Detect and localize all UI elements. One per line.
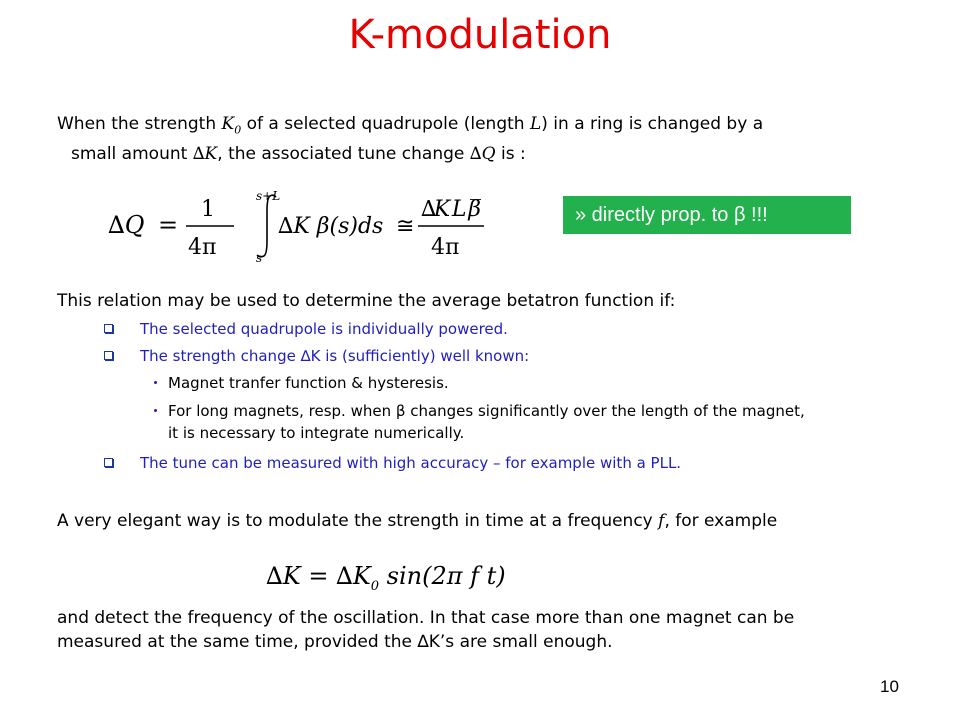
frequency-symbol: f <box>658 511 665 531</box>
detect-line-2: measured at the same time, provided the ∆K’s are small enough. <box>57 632 613 652</box>
bullet-item: The strength change ∆K is (sufficiently) well known: <box>140 347 530 365</box>
k0-symbol: K <box>221 114 235 134</box>
elegant-paragraph <box>57 509 777 533</box>
intro-text-3: ) in a ring is changed by a <box>541 114 764 134</box>
eq2-text: ∆K = ∆K <box>266 562 371 590</box>
eq2-rest: sin(2π f t) <box>379 562 506 590</box>
bullet-item: The selected quadrupole is individually powered. <box>140 320 508 338</box>
length-symbol: L <box>529 114 542 134</box>
modulation-equation <box>266 556 516 596</box>
tune-change-equation <box>106 186 486 266</box>
slide-title: K-modulation <box>348 12 612 58</box>
intro-text-4: small amount <box>71 144 193 165</box>
intro-text-2: of a selected quadrupole (length <box>241 114 530 134</box>
callout-box: » directly prop. to β !!! <box>563 196 851 234</box>
eq1-den1: 4π <box>188 235 217 260</box>
elegant-text-1: A very elegant way is to modulate the strength in time at a frequency <box>57 511 659 531</box>
delta-q-symbol: ∆Q <box>469 144 496 165</box>
square-bullet-icon <box>104 324 113 333</box>
elegant-text-2: , for example <box>664 511 778 531</box>
eq1-approx: ≅ <box>396 214 415 239</box>
eq1-num1: 1 <box>201 197 215 222</box>
eq1-den2: 4π <box>431 235 460 260</box>
relation-text: This relation may be used to determine the average betatron function if: <box>57 291 676 311</box>
square-bullet-icon <box>104 458 113 467</box>
detect-paragraph <box>57 606 917 654</box>
eq1-integrand: ∆K β(s)ds <box>278 214 384 239</box>
eq1-upper-limit: s+L <box>256 189 281 203</box>
intro-text-1: When the strength <box>57 114 222 134</box>
subbullet-item: Magnet tranfer function & hysteresis. <box>168 374 449 392</box>
intro-paragraph <box>57 112 917 166</box>
integral-sign <box>257 195 276 257</box>
intro-text-5: , the associated tune change <box>217 144 470 165</box>
k0-subscript: 0 <box>234 123 242 137</box>
intro-text-6: is : <box>495 144 526 165</box>
bullet-item: The tune can be measured with high accuracy – for example with a PLL. <box>140 454 682 472</box>
dot-bullet-icon <box>154 381 157 384</box>
subbullet-item: For long magnets, resp. when β changes significantly over the length of the magnet, <box>168 402 805 420</box>
intro-line-2 <box>57 142 917 166</box>
eq1-lower-limit: s <box>256 251 263 265</box>
detect-line-1: and detect the frequency of the oscillation. In that case more than one magnet can be <box>57 608 795 628</box>
eq1-num2: ∆K L β̅ <box>421 197 481 222</box>
eq1-lhs: ∆Q <box>108 211 145 239</box>
page-number: 10 <box>880 677 899 696</box>
square-bullet-icon <box>104 351 113 360</box>
eq2-subscript: 0 <box>370 578 380 594</box>
delta-k-symbol: ∆K <box>192 144 218 165</box>
eq1-equals: = <box>158 211 179 239</box>
dot-bullet-icon <box>154 409 157 412</box>
subbullet-item-continued: it is necessary to integrate numerically. <box>168 424 465 442</box>
